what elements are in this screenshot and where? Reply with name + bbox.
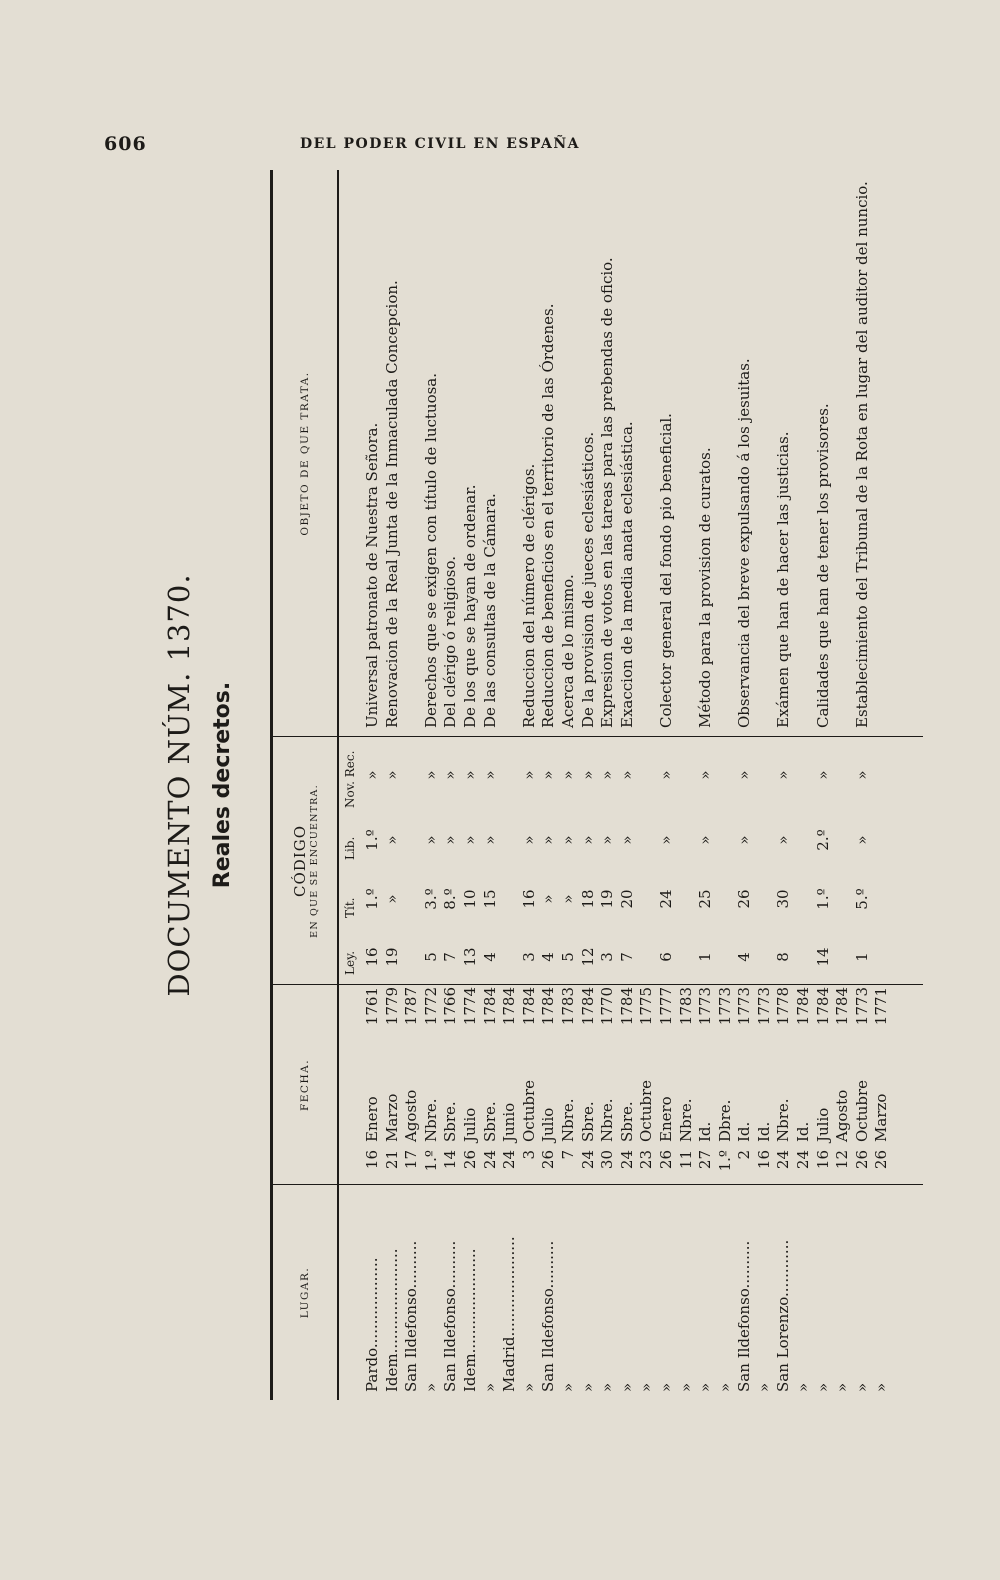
cell-dia: 23 <box>637 1150 656 1170</box>
cell-dia: 24 <box>578 1150 597 1170</box>
cell-lugar: » <box>637 1382 656 1392</box>
cell-anio: 1778 <box>774 987 793 1026</box>
cell-mes: Nbre. <box>421 1098 440 1142</box>
document-heading: DOCUMENTO NÚM. 1370. <box>162 573 196 997</box>
cell-nov: » <box>696 770 715 780</box>
cell-dia: 26 <box>460 1150 479 1170</box>
cell-lugar: » <box>696 1382 715 1392</box>
subheader-lib: Lib. <box>343 836 357 860</box>
cell-objeto: Método para la provision de curatos. <box>696 447 715 728</box>
cell-mes: Sbre. <box>617 1101 636 1142</box>
cell-dia: 14 <box>441 1150 460 1170</box>
cell-lib: » <box>735 835 754 845</box>
cell-objeto: Exámen que han de hacer las justicias. <box>774 431 793 728</box>
cell-nov: » <box>421 770 440 780</box>
table-row <box>383 170 403 1400</box>
cell-anio: 1787 <box>402 987 421 1026</box>
table-row <box>500 170 520 1400</box>
table-row <box>677 170 697 1400</box>
cell-anio: 1784 <box>833 987 852 1026</box>
cell-lib: 2.º <box>813 829 832 851</box>
cell-tit: » <box>539 894 558 904</box>
cell-tit: » <box>382 894 401 904</box>
cell-mes: Enero <box>656 1096 675 1142</box>
cell-tit: 30 <box>774 889 793 909</box>
cell-objeto: Renovacion de la Real Junta de la Inmaculada Concepcion. <box>382 280 401 728</box>
cell-nov: » <box>774 770 793 780</box>
cell-objeto: Establecimiento del Tribunal de la Rota en lugar del auditor del nuncio. <box>852 181 871 728</box>
cell-lugar: » <box>676 1382 695 1392</box>
cell-anio: 1773 <box>715 987 734 1026</box>
cell-lugar: » <box>833 1382 852 1392</box>
cell-nov: » <box>852 770 871 780</box>
cell-nov: » <box>656 770 675 780</box>
cell-tit: 1.º <box>813 888 832 910</box>
cell-tit: 25 <box>696 889 715 909</box>
cell-mes: Octubre <box>519 1079 538 1142</box>
cell-mes: Julio <box>460 1107 479 1142</box>
subheader-nov-rec: Nov. Rec. <box>343 750 357 808</box>
table-row <box>716 170 736 1400</box>
cell-dia: 1.º <box>715 1150 734 1172</box>
cell-lugar: San Ildefonso.......... <box>441 1240 460 1392</box>
cell-dia: 16 <box>363 1150 381 1170</box>
table-row <box>774 170 794 1400</box>
cell-lib: 1.º <box>363 829 381 851</box>
cell-mes: Junio <box>500 1102 519 1142</box>
cell-mes: Nbre. <box>558 1098 577 1142</box>
cell-ley: 3 <box>519 952 538 962</box>
page-number: 606 <box>104 133 147 155</box>
cell-dia: 3 <box>519 1150 538 1160</box>
page-header <box>0 133 1000 163</box>
cell-ley: 4 <box>539 952 558 962</box>
cell-ley: 5 <box>558 952 577 962</box>
cell-mes: Sbre. <box>578 1101 597 1142</box>
table-row <box>618 170 638 1400</box>
cell-objeto: Reduccion de beneficios en el territorio de las Órdenes. <box>539 303 558 728</box>
cell-nov: » <box>363 770 381 780</box>
cell-nov: » <box>558 770 577 780</box>
table-body <box>363 170 892 1400</box>
cell-tit: 26 <box>735 889 754 909</box>
cell-lugar: Idem...................... <box>382 1248 401 1392</box>
cell-lib: » <box>598 835 617 845</box>
cell-dia: 16 <box>754 1150 773 1170</box>
table-row <box>853 170 873 1400</box>
cell-nov: » <box>617 770 636 780</box>
cell-dia: 24 <box>617 1150 636 1170</box>
cell-ley: 4 <box>480 952 499 962</box>
cell-dia: 7 <box>558 1150 577 1160</box>
cell-ley: 1 <box>696 952 715 962</box>
cell-ley: 8 <box>774 952 793 962</box>
cell-lugar: Idem...................... <box>460 1248 479 1392</box>
subheader-tit: Tít. <box>343 897 357 918</box>
cell-dia: 26 <box>872 1150 891 1170</box>
cell-objeto: Observancia del breve expulsando á los jesuitas. <box>735 358 754 728</box>
cell-lugar: » <box>813 1382 832 1392</box>
cell-mes: Nbre. <box>774 1098 793 1142</box>
cell-mes: Julio <box>813 1107 832 1142</box>
cell-anio: 1774 <box>460 987 479 1026</box>
cell-lugar: » <box>598 1382 617 1392</box>
cell-mes: Enero <box>363 1096 381 1142</box>
cell-lugar: Pardo................... <box>363 1257 381 1392</box>
cell-anio: 1771 <box>872 987 891 1026</box>
cell-tit: 5.º <box>852 888 871 910</box>
table-row <box>402 170 422 1400</box>
cell-nov: » <box>598 770 617 780</box>
cell-anio: 1784 <box>794 987 813 1026</box>
cell-anio: 1773 <box>852 987 871 1026</box>
table-header <box>273 170 339 1400</box>
cell-objeto: Del clérigo ó religioso. <box>441 555 460 728</box>
cell-mes: Marzo <box>872 1093 891 1142</box>
cell-dia: 24 <box>480 1150 499 1170</box>
cell-ley: 12 <box>578 947 597 967</box>
cell-ley: 3 <box>598 952 617 962</box>
rotated-table-region <box>80 170 920 1400</box>
table-row <box>539 170 559 1400</box>
cell-dia: 24 <box>794 1150 813 1170</box>
cell-tit: 1.º <box>363 888 381 910</box>
cell-dia: 26 <box>852 1150 871 1170</box>
cell-anio: 1784 <box>617 987 636 1026</box>
table-row <box>833 170 853 1400</box>
cell-anio: 1784 <box>480 987 499 1026</box>
cell-mes: Sbre. <box>441 1101 460 1142</box>
cell-anio: 1784 <box>500 987 519 1026</box>
cell-lib: » <box>558 835 577 845</box>
cell-anio: 1772 <box>421 987 440 1026</box>
cell-dia: 17 <box>402 1150 421 1170</box>
table-row <box>441 170 461 1400</box>
cell-tit: 19 <box>598 889 617 909</box>
cell-anio: 1783 <box>558 987 577 1026</box>
cell-mes: Agosto <box>833 1089 852 1142</box>
cell-dia: 11 <box>676 1150 695 1170</box>
table-row <box>735 170 755 1400</box>
cell-mes: Marzo <box>382 1093 401 1142</box>
cell-lugar: » <box>480 1382 499 1392</box>
cell-ley: 5 <box>421 952 440 962</box>
table-row <box>872 170 892 1400</box>
cell-lib: » <box>421 835 440 845</box>
cell-mes: Id. <box>754 1121 773 1142</box>
cell-ley: 13 <box>460 947 479 967</box>
cell-lugar: San Ildefonso.......... <box>539 1240 558 1392</box>
cell-dia: 21 <box>382 1150 401 1170</box>
cell-dia: 16 <box>813 1150 832 1170</box>
cell-nov: » <box>735 770 754 780</box>
cell-anio: 1784 <box>578 987 597 1026</box>
cell-lib: » <box>617 835 636 845</box>
cell-lib: » <box>480 835 499 845</box>
cell-anio: 1784 <box>519 987 538 1026</box>
cell-nov: » <box>441 770 460 780</box>
cell-objeto: Exaccion de la media anata eclesiástica. <box>617 421 636 728</box>
cell-lugar: San Ildefonso.......... <box>735 1240 754 1392</box>
cell-ley: 4 <box>735 952 754 962</box>
column-header-lugar: LUGAR. <box>299 1266 311 1319</box>
cell-lib: » <box>441 835 460 845</box>
table-row <box>755 170 775 1400</box>
table-row <box>579 170 599 1400</box>
cell-dia: 2 <box>735 1150 754 1160</box>
cell-lib: » <box>656 835 675 845</box>
cell-mes: Dbre. <box>715 1099 734 1142</box>
column-header-codigo <box>273 737 337 985</box>
cell-ley: 14 <box>813 947 832 967</box>
column-header-fecha: FECHA. <box>299 1058 311 1112</box>
table-row <box>814 170 834 1400</box>
cell-lugar: » <box>617 1382 636 1392</box>
cell-lugar: » <box>558 1382 577 1392</box>
cell-mes: Id. <box>696 1121 715 1142</box>
cell-dia: 24 <box>774 1150 793 1170</box>
cell-anio: 1773 <box>754 987 773 1026</box>
subheader-ley: Ley. <box>343 950 357 975</box>
cell-mes: Sbre. <box>480 1101 499 1142</box>
cell-ley: 1 <box>852 952 871 962</box>
cell-lib: » <box>519 835 538 845</box>
table-row <box>520 170 540 1400</box>
cell-dia: 1.º <box>421 1150 440 1172</box>
table-row <box>637 170 657 1400</box>
running-title: DEL PODER CIVIL EN ESPAÑA <box>300 136 581 152</box>
table-row <box>657 170 677 1400</box>
cell-nov: » <box>382 770 401 780</box>
cell-anio: 1770 <box>598 987 617 1026</box>
cell-lib: » <box>460 835 479 845</box>
cell-lib: » <box>382 835 401 845</box>
cell-anio: 1766 <box>441 987 460 1026</box>
cell-objeto: Colector general del fondo pio beneficial. <box>656 413 675 728</box>
cell-objeto: De los que se hayan de ordenar. <box>460 484 479 728</box>
cell-dia: 27 <box>696 1150 715 1170</box>
cell-lugar: » <box>794 1382 813 1392</box>
cell-anio: 1784 <box>539 987 558 1026</box>
cell-lugar: » <box>578 1382 597 1392</box>
cell-nov: » <box>480 770 499 780</box>
cell-ley: 7 <box>441 952 460 962</box>
cell-lib: » <box>852 835 871 845</box>
table-row <box>461 170 481 1400</box>
cell-anio: 1784 <box>813 987 832 1026</box>
cell-anio: 1761 <box>363 987 381 1026</box>
cell-tit: 24 <box>656 889 675 909</box>
table-row <box>363 170 383 1400</box>
cell-anio: 1773 <box>735 987 754 1026</box>
cell-nov: » <box>813 770 832 780</box>
cell-ley: 6 <box>656 952 675 962</box>
cell-anio: 1773 <box>696 987 715 1026</box>
cell-dia: 12 <box>833 1150 852 1170</box>
cell-anio: 1783 <box>676 987 695 1026</box>
cell-mes: Julio <box>539 1107 558 1142</box>
cell-dia: 26 <box>656 1150 675 1170</box>
cell-nov: » <box>578 770 597 780</box>
cell-tit: 8.º <box>441 888 460 910</box>
cell-objeto: De la provision de jueces eclesiásticos. <box>578 431 597 728</box>
cell-lugar: » <box>852 1382 871 1392</box>
cell-anio: 1777 <box>656 987 675 1026</box>
cell-mes: Octubre <box>852 1079 871 1142</box>
cell-tit: 10 <box>460 889 479 909</box>
cell-lugar: » <box>656 1382 675 1392</box>
column-header-objeto: OBJETO DE QUE TRATA. <box>299 371 311 536</box>
cell-objeto: De las consultas de la Cámara. <box>480 493 499 728</box>
cell-dia: 26 <box>539 1150 558 1170</box>
cell-lib: » <box>696 835 715 845</box>
cell-nov: » <box>539 770 558 780</box>
cell-mes: Octubre <box>637 1079 656 1142</box>
cell-objeto: Acerca de lo mismo. <box>558 574 577 728</box>
cell-nov: » <box>519 770 538 780</box>
cell-tit: 16 <box>519 889 538 909</box>
cell-objeto: Universal patronato de Nuestra Señora. <box>363 422 381 728</box>
cell-ley: 19 <box>382 947 401 967</box>
codigo-subtitle: EN QUE SE ENCUENTRA. <box>308 784 320 938</box>
cell-lib: » <box>539 835 558 845</box>
cell-ley: 7 <box>617 952 636 962</box>
cell-ley: 16 <box>363 947 381 967</box>
document-subtitle: Reales decretos. <box>210 681 235 889</box>
cell-tit: 3.º <box>421 888 440 910</box>
cell-lugar: » <box>715 1382 734 1392</box>
cell-objeto: Derechos que se exigen con título de luctuosa. <box>421 372 440 728</box>
cell-dia: 30 <box>598 1150 617 1170</box>
cell-mes: Id. <box>735 1121 754 1142</box>
cell-mes: Nbre. <box>598 1098 617 1142</box>
cell-nov: » <box>460 770 479 780</box>
table-row <box>422 170 442 1400</box>
cell-lib: » <box>774 835 793 845</box>
table-row <box>794 170 814 1400</box>
cell-tit: 15 <box>480 889 499 909</box>
table-row <box>696 170 716 1400</box>
cell-objeto: Calidades que han de tener los provisores. <box>813 403 832 728</box>
codigo-title: CÓDIGO <box>290 825 309 898</box>
cell-lugar: Madrid..................... <box>500 1236 519 1392</box>
decrees-table <box>270 170 923 1400</box>
cell-tit: 20 <box>617 889 636 909</box>
cell-lugar: San Ildefonso.......... <box>402 1240 421 1392</box>
cell-lugar: » <box>421 1382 440 1392</box>
cell-lugar: » <box>754 1382 773 1392</box>
cell-tit: 18 <box>578 889 597 909</box>
cell-anio: 1775 <box>637 987 656 1026</box>
cell-objeto: Expresion de votos en las tareas para las prebendas de oficio. <box>598 257 617 728</box>
cell-lib: » <box>578 835 597 845</box>
cell-lugar: » <box>519 1382 538 1392</box>
cell-lugar: San Lorenzo............ <box>774 1239 793 1392</box>
table-row <box>559 170 579 1400</box>
cell-mes: Id. <box>794 1121 813 1142</box>
table-row <box>598 170 618 1400</box>
cell-objeto: Reduccion del número de clérigos. <box>519 463 538 728</box>
cell-mes: Agosto <box>402 1089 421 1142</box>
cell-lugar: » <box>872 1382 891 1392</box>
cell-mes: Nbre. <box>676 1098 695 1142</box>
cell-anio: 1779 <box>382 987 401 1026</box>
table-row <box>481 170 501 1400</box>
cell-tit: » <box>558 894 577 904</box>
cell-dia: 24 <box>500 1150 519 1170</box>
